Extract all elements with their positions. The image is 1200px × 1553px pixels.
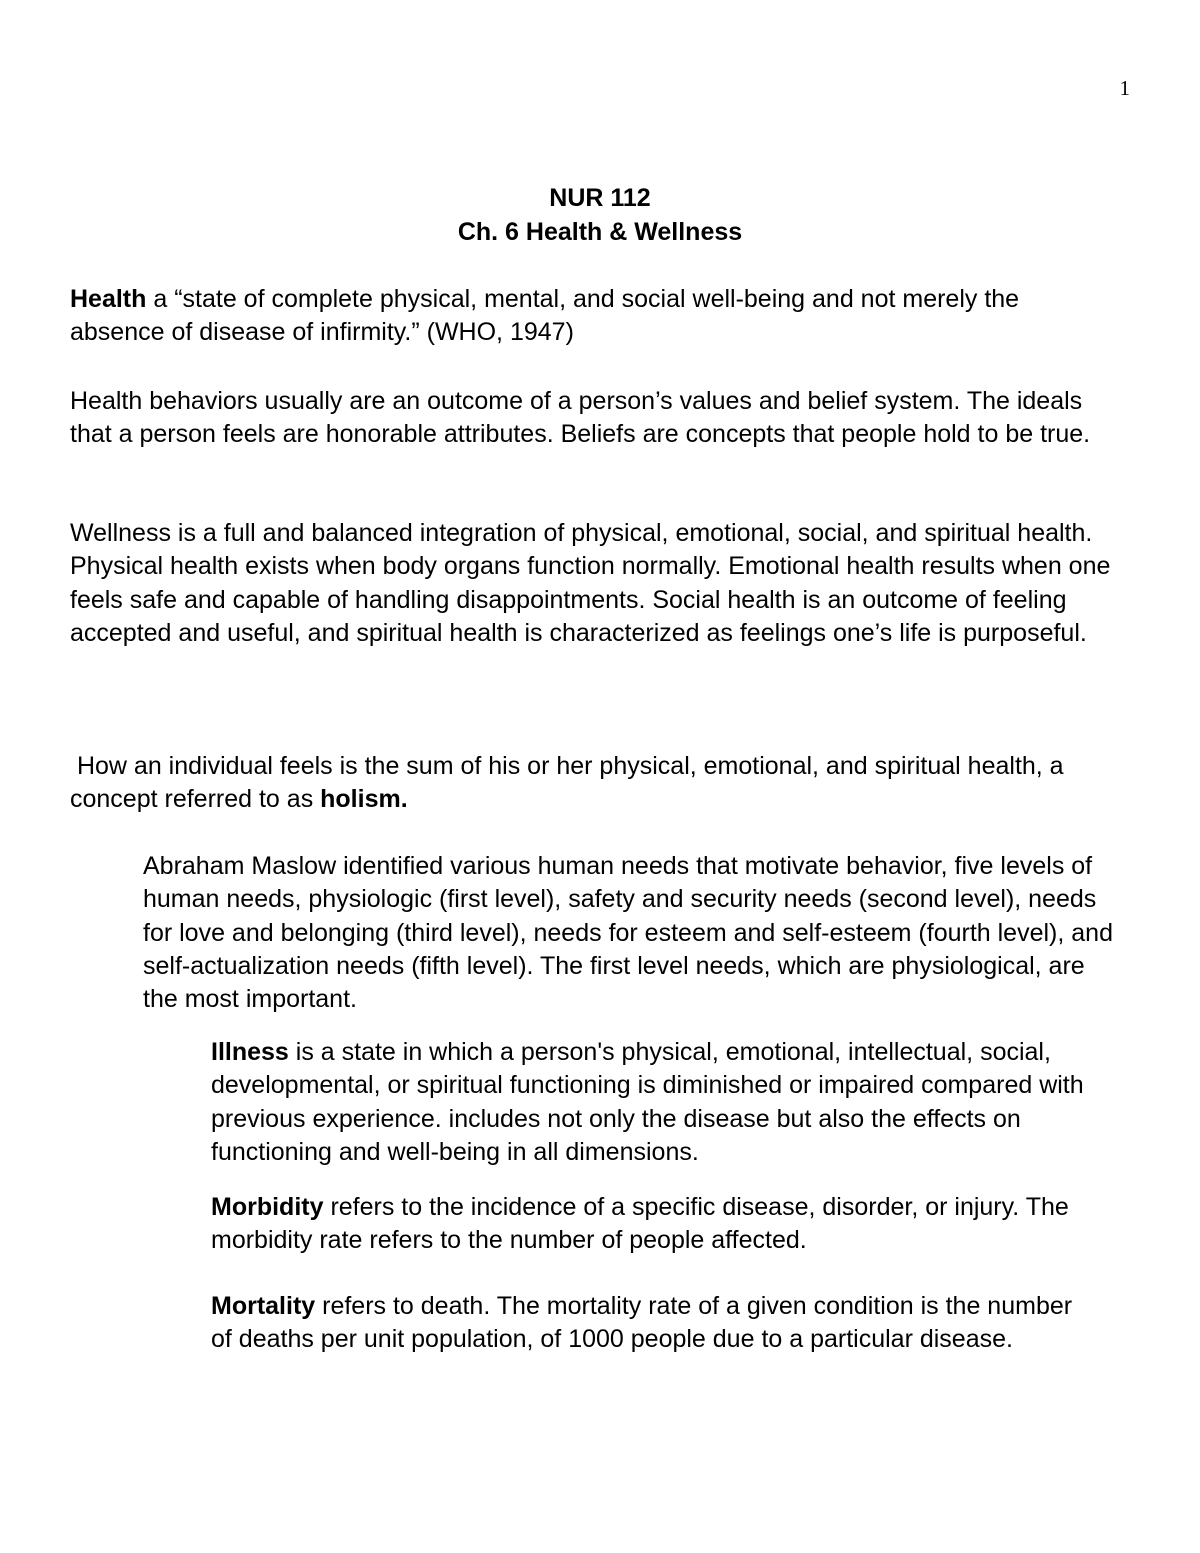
- morbidity-text: refers to the incidence of a specific disease, disorder, or injury. The morbidity rate refers to the number of people affected.: [211, 1193, 1069, 1255]
- holism-text: How an individual feels is the sum of his or her physical, emotional, and spiritual health, a concept referred to as: [70, 752, 1071, 814]
- mortality-text: refers to death. The mortality rate of a given condition is the number of deaths per unit population, of 1000 people due to a particular disease.: [211, 1292, 1073, 1354]
- illness-text-a: is a state in which a person's physical, emotional, intellectual, social,: [288, 1038, 1051, 1066]
- illness-paragraph: [211, 1036, 1126, 1169]
- health-term: Health: [70, 285, 147, 313]
- holism-paragraph: [70, 750, 1080, 817]
- chapter-title: Ch. 6 Health & Wellness: [457, 218, 743, 246]
- document-title: [0, 181, 1200, 249]
- illness-text-b: developmental, or spiritual functioning is diminished or impaired compared with previous experience. includes not only the disease but also the effects on functioning and well-being in all dimensions.: [211, 1071, 1084, 1166]
- morbidity-term: Morbidity: [211, 1193, 324, 1221]
- maslow-paragraph: Abraham Maslow identified various human needs that motivate behavior, five levels of human needs, physiologic (first level), safety and security needs (second level), needs for love and belonging (third level), needs for esteem and self-esteem (fourth level), and self-actualization needs (fifth level). The first level needs, which are physiological, are the most important.: [143, 852, 1113, 1014]
- mortality-term: Mortality: [211, 1292, 316, 1320]
- health-definition-text: a “state of complete physical, mental, and social well-being and not merely the absence of disease of infirmity.” (WHO, 1947): [70, 285, 1020, 347]
- illness-term: Illness: [211, 1038, 289, 1066]
- health-behaviors-paragraph: Health behaviors usually are an outcome of a person’s values and belief system. The ideals that a person feels are honorable attributes. Beliefs are concepts that people hold to be true.: [70, 387, 1091, 449]
- morbidity-paragraph: [211, 1191, 1121, 1258]
- wellness-paragraph: Wellness is a full and balanced integration of physical, emotional, social, and spiritual health. Physical health exists when body organs function normally. Emotional health results when one feels safe and capable of handling disappointments. Social health is an outcome of feeling accepted and useful, and spiritual health is characterized as feelings one’s life is purposeful.: [70, 519, 1111, 647]
- holism-term: holism.: [320, 785, 408, 814]
- page-number: 1: [1119, 76, 1130, 100]
- health-definition-paragraph: [70, 283, 1080, 350]
- course-title: NUR 112: [549, 184, 651, 212]
- mortality-paragraph: [211, 1290, 1091, 1357]
